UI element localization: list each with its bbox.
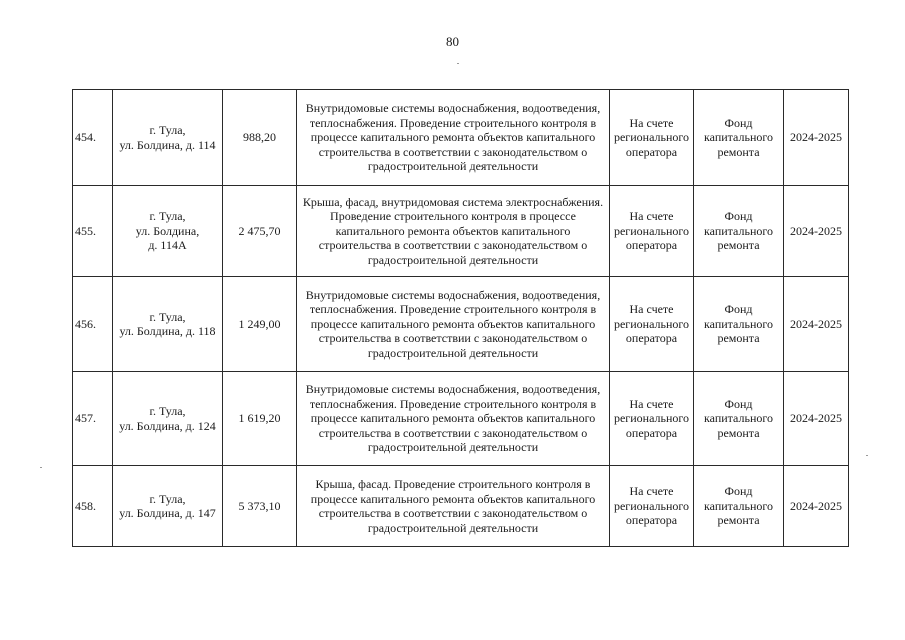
funding-source-cell: Фонд капитального ремонта bbox=[694, 186, 784, 277]
address-cell bbox=[113, 466, 223, 547]
cost-cell: 1 619,20 bbox=[223, 372, 297, 466]
table-row bbox=[73, 186, 849, 277]
cost-cell: 1 249,00 bbox=[223, 277, 297, 372]
account-cell: На счете регионального оператора bbox=[610, 90, 694, 186]
work-description-cell: Внутридомовые системы водоснабжения, водоотведения, теплоснабжения. Проведение строительного контроля в процессе капитального ремонта объектов капитального строительства в соответствии с законодательством о градостроительной деятельности bbox=[297, 277, 610, 372]
funding-source-cell: Фонд капитального ремонта bbox=[694, 90, 784, 186]
account-cell: На счете регионального оператора bbox=[610, 277, 694, 372]
years-cell: 2024-2025 bbox=[784, 277, 849, 372]
address-cell bbox=[113, 277, 223, 372]
years-cell: 2024-2025 bbox=[784, 466, 849, 547]
address-line: ул. Болдина, д. 118 bbox=[119, 324, 216, 338]
scan-artifact bbox=[40, 467, 42, 468]
work-description-cell: Внутридомовые системы водоснабжения, водоотведения, теплоснабжения. Проведение строительного контроля в процессе капитального ремонта объектов капитального строительства в соответствии с законодательством о градостроительной деятельности bbox=[297, 90, 610, 186]
page-number: 80 bbox=[446, 34, 459, 49]
cost-cell: 988,20 bbox=[223, 90, 297, 186]
funding-source-cell: Фонд капитального ремонта bbox=[694, 372, 784, 466]
address-cell bbox=[113, 90, 223, 186]
years-cell: 2024-2025 bbox=[784, 372, 849, 466]
scan-artifact bbox=[457, 63, 459, 64]
account-cell: На счете регионального оператора bbox=[610, 372, 694, 466]
address-line: г. Тула, bbox=[149, 491, 186, 506]
work-description-cell: Крыша, фасад. Проведение строительного контроля в процессе капитального ремонта объектов капитального строительства в соответствии с законодательством о градостроительной деятельности bbox=[297, 466, 610, 547]
table-row bbox=[73, 277, 849, 372]
address-cell bbox=[113, 372, 223, 466]
capital-repair-table bbox=[72, 89, 849, 547]
address-line: д. 114А bbox=[148, 238, 187, 253]
work-description-cell: Крыша, фасад, внутридомовая система электроснабжения. Проведение строительного контроля в процессе капитального ремонта объектов капитального строительства в соответствии с законодательством о градостроительной деятельности bbox=[297, 186, 610, 277]
row-number-cell: 456. bbox=[73, 277, 113, 372]
address-line: г. Тула, bbox=[149, 404, 186, 418]
row-number-cell: 455. bbox=[73, 186, 113, 277]
address-cell bbox=[113, 186, 223, 277]
cost-cell: 2 475,70 bbox=[223, 186, 297, 277]
table-row bbox=[73, 90, 849, 186]
address-line: ул. Болдина, д. 114 bbox=[119, 137, 216, 152]
years-cell: 2024-2025 bbox=[784, 90, 849, 186]
row-number-cell: 458. bbox=[73, 466, 113, 547]
scan-artifact bbox=[866, 455, 868, 456]
work-description-cell: Внутридомовые системы водоснабжения, водоотведения, теплоснабжения. Проведение строительного контроля в процессе капитального ремонта объектов капитального строительства в соответствии с законодательством о градостроительной деятельности bbox=[297, 372, 610, 466]
cost-cell: 5 373,10 bbox=[223, 466, 297, 547]
address-line: ул. Болдина, д. 124 bbox=[119, 418, 216, 433]
account-cell: На счете регионального оператора bbox=[610, 466, 694, 547]
account-cell: На счете регионального оператора bbox=[610, 186, 694, 277]
address-line: ул. Болдина, д. 147 bbox=[119, 506, 216, 520]
years-cell: 2024-2025 bbox=[784, 186, 849, 277]
address-line: ул. Болдина, bbox=[135, 223, 200, 238]
funding-source-cell: Фонд капитального ремонта bbox=[694, 277, 784, 372]
table-row bbox=[73, 372, 849, 466]
address-line: г. Тула, bbox=[149, 123, 186, 137]
table-row bbox=[73, 466, 849, 547]
funding-source-cell: Фонд капитального ремонта bbox=[694, 466, 784, 547]
row-number-cell: 454. bbox=[73, 90, 113, 186]
address-line: г. Тула, bbox=[149, 309, 186, 324]
address-line: г. Тула, bbox=[149, 209, 186, 224]
row-number-cell: 457. bbox=[73, 372, 113, 466]
